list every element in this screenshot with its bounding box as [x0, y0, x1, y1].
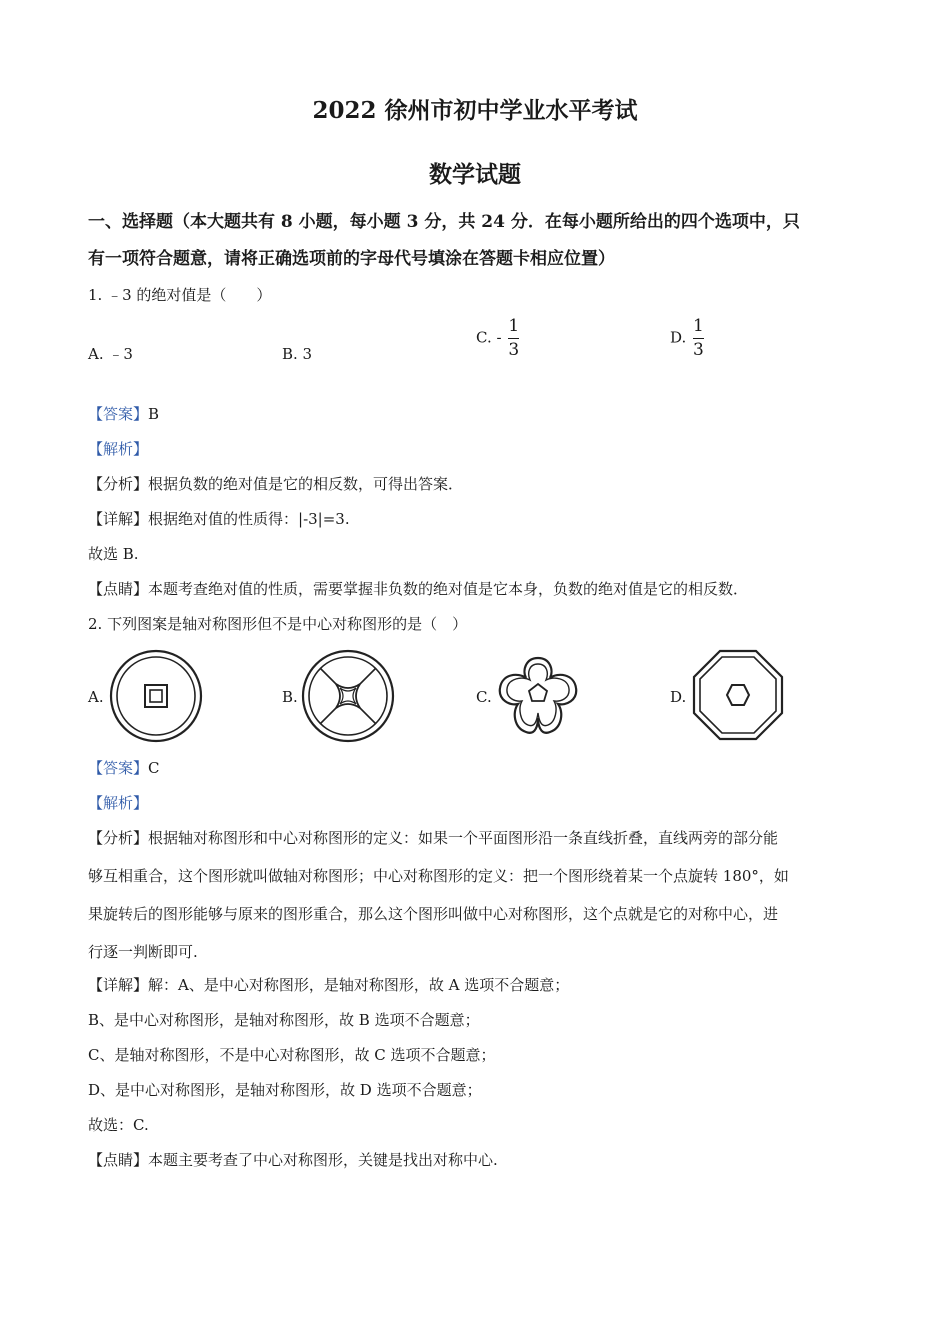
- flower-pentagon-icon: [492, 650, 584, 740]
- q2-option-c-label: C.: [476, 688, 492, 706]
- q1-stem: 1. ﹣3 的绝对值是（ ）: [88, 286, 272, 304]
- q1-option-d-prefix: D.: [670, 328, 687, 347]
- q2-xiangjie-d: D、是中心对称图形，是轴对称图形，故 D 选项不合题意；: [88, 1081, 482, 1099]
- q1-fenxi-tag: 【分析】: [88, 475, 149, 493]
- q2-fenxi-line4: 行逐一判断即可.: [88, 943, 198, 961]
- q2-xiangjie-c: C、是轴对称图形，不是中心对称图形，故 C 选项不合题意；: [88, 1046, 496, 1064]
- page-title: 2022 徐州市初中学业水平考试: [312, 97, 638, 124]
- q2-dianjing-text: 本题主要考查了中心对称图形，关键是找出对称中心.: [148, 1151, 498, 1169]
- q2-xiangjie-tag: 【详解】: [88, 976, 149, 994]
- q2-option-b-label: B.: [282, 688, 298, 706]
- q1-option-b: B. 3: [282, 345, 313, 363]
- q2-xiangjie-a: [88, 975, 569, 995]
- q1-option-c-denominator: 3: [508, 340, 520, 360]
- q2-xiangjie-a-text: 解：A、是中心对称图形，是轴对称图形，故 A 选项不合题意；: [148, 976, 570, 994]
- q1-xiangjie-tag: 【详解】: [88, 510, 149, 528]
- q2-answer-tag: 【答案】: [88, 759, 149, 777]
- q1-fenxi-text: 根据负数的绝对值是它的相反数，可得出答案．: [148, 475, 464, 493]
- q1-xiangjie: [88, 509, 350, 529]
- page-subtitle: 数学试题: [429, 161, 521, 188]
- q2-dianjing-tag: 【点睛】: [88, 1151, 149, 1169]
- q1-conclusion: 故选 B.: [88, 545, 139, 563]
- q2-dianjing: [88, 1150, 498, 1170]
- q1-fenxi: [88, 474, 463, 494]
- q1-option-d-fraction: [693, 318, 704, 359]
- q1-dianjing: [88, 579, 748, 599]
- q1-dianjing-tag: 【点睛】: [88, 580, 149, 598]
- q2-option-d-label: D.: [670, 688, 687, 706]
- q2-fenxi-line1: [88, 828, 778, 848]
- q2-analysis-tag: 【解析】: [88, 794, 149, 812]
- q1-dianjing-text: 本题考查绝对值的性质，需要掌握非负数的绝对值是它本身，负数的绝对值是它的相反数．: [148, 580, 749, 598]
- coin-square-hole-icon: [108, 648, 204, 744]
- q2-xiangjie-b: B、是中心对称图形，是轴对称图形，故 B 选项不合题意；: [88, 1011, 480, 1029]
- q1-option-d-numerator: 1: [693, 316, 704, 336]
- q1-option-a: A. ﹣3: [88, 345, 133, 363]
- q1-option-c-prefix: C. -: [476, 328, 502, 347]
- q2-fenxi-text1: 根据轴对称图形和中心对称图形的定义：如果一个平面图形沿一条直线折叠，直线两旁的部分能: [148, 829, 779, 847]
- q1-option-c-numerator: 1: [508, 316, 520, 336]
- q1-answer-value: B: [148, 405, 160, 423]
- q1-option-d-denominator: 3: [693, 340, 704, 360]
- section-heading-line2: 有一项符合题意，请将正确选项前的字母代号填涂在答题卡相应位置）: [88, 249, 615, 269]
- q2-answer: [88, 758, 160, 778]
- q1-option-c: [476, 318, 519, 359]
- q1-option-d: [670, 318, 704, 359]
- coin-concave-star-icon: [300, 648, 396, 744]
- section-heading-line1: 一、选择题（本大题共有 8 小题，每小题 3 分，共 24 分．在每小题所给出的四个选项中，只: [88, 212, 800, 232]
- q2-conclusion: 故选：C.: [88, 1116, 149, 1134]
- q2-fenxi-line2: 够互相重合，这个图形就叫做轴对称图形；中心对称图形的定义：把一个图形绕着某一个点旋转 180°，如: [88, 867, 789, 885]
- q2-fenxi-line3: 果旋转后的图形能够与原来的图形重合，那么这个图形叫做中心对称图形，这个点就是它的对称中心，进: [88, 905, 779, 923]
- q1-option-c-fraction: [508, 318, 519, 359]
- q2-fenxi-tag: 【分析】: [88, 829, 149, 847]
- q1-answer-tag: 【答案】: [88, 405, 149, 423]
- q2-answer-value: C: [148, 759, 160, 777]
- q1-xiangjie-text: 根据绝对值的性质得：|-3|=3.: [148, 510, 350, 528]
- q1-analysis-tag: 【解析】: [88, 440, 149, 458]
- q2-stem: 2. 下列图案是轴对称图形但不是中心对称图形的是（ ）: [88, 615, 468, 633]
- octagon-hexagon-icon: [690, 648, 786, 742]
- q1-answer: [88, 404, 159, 424]
- q2-option-a-label: A.: [88, 688, 104, 706]
